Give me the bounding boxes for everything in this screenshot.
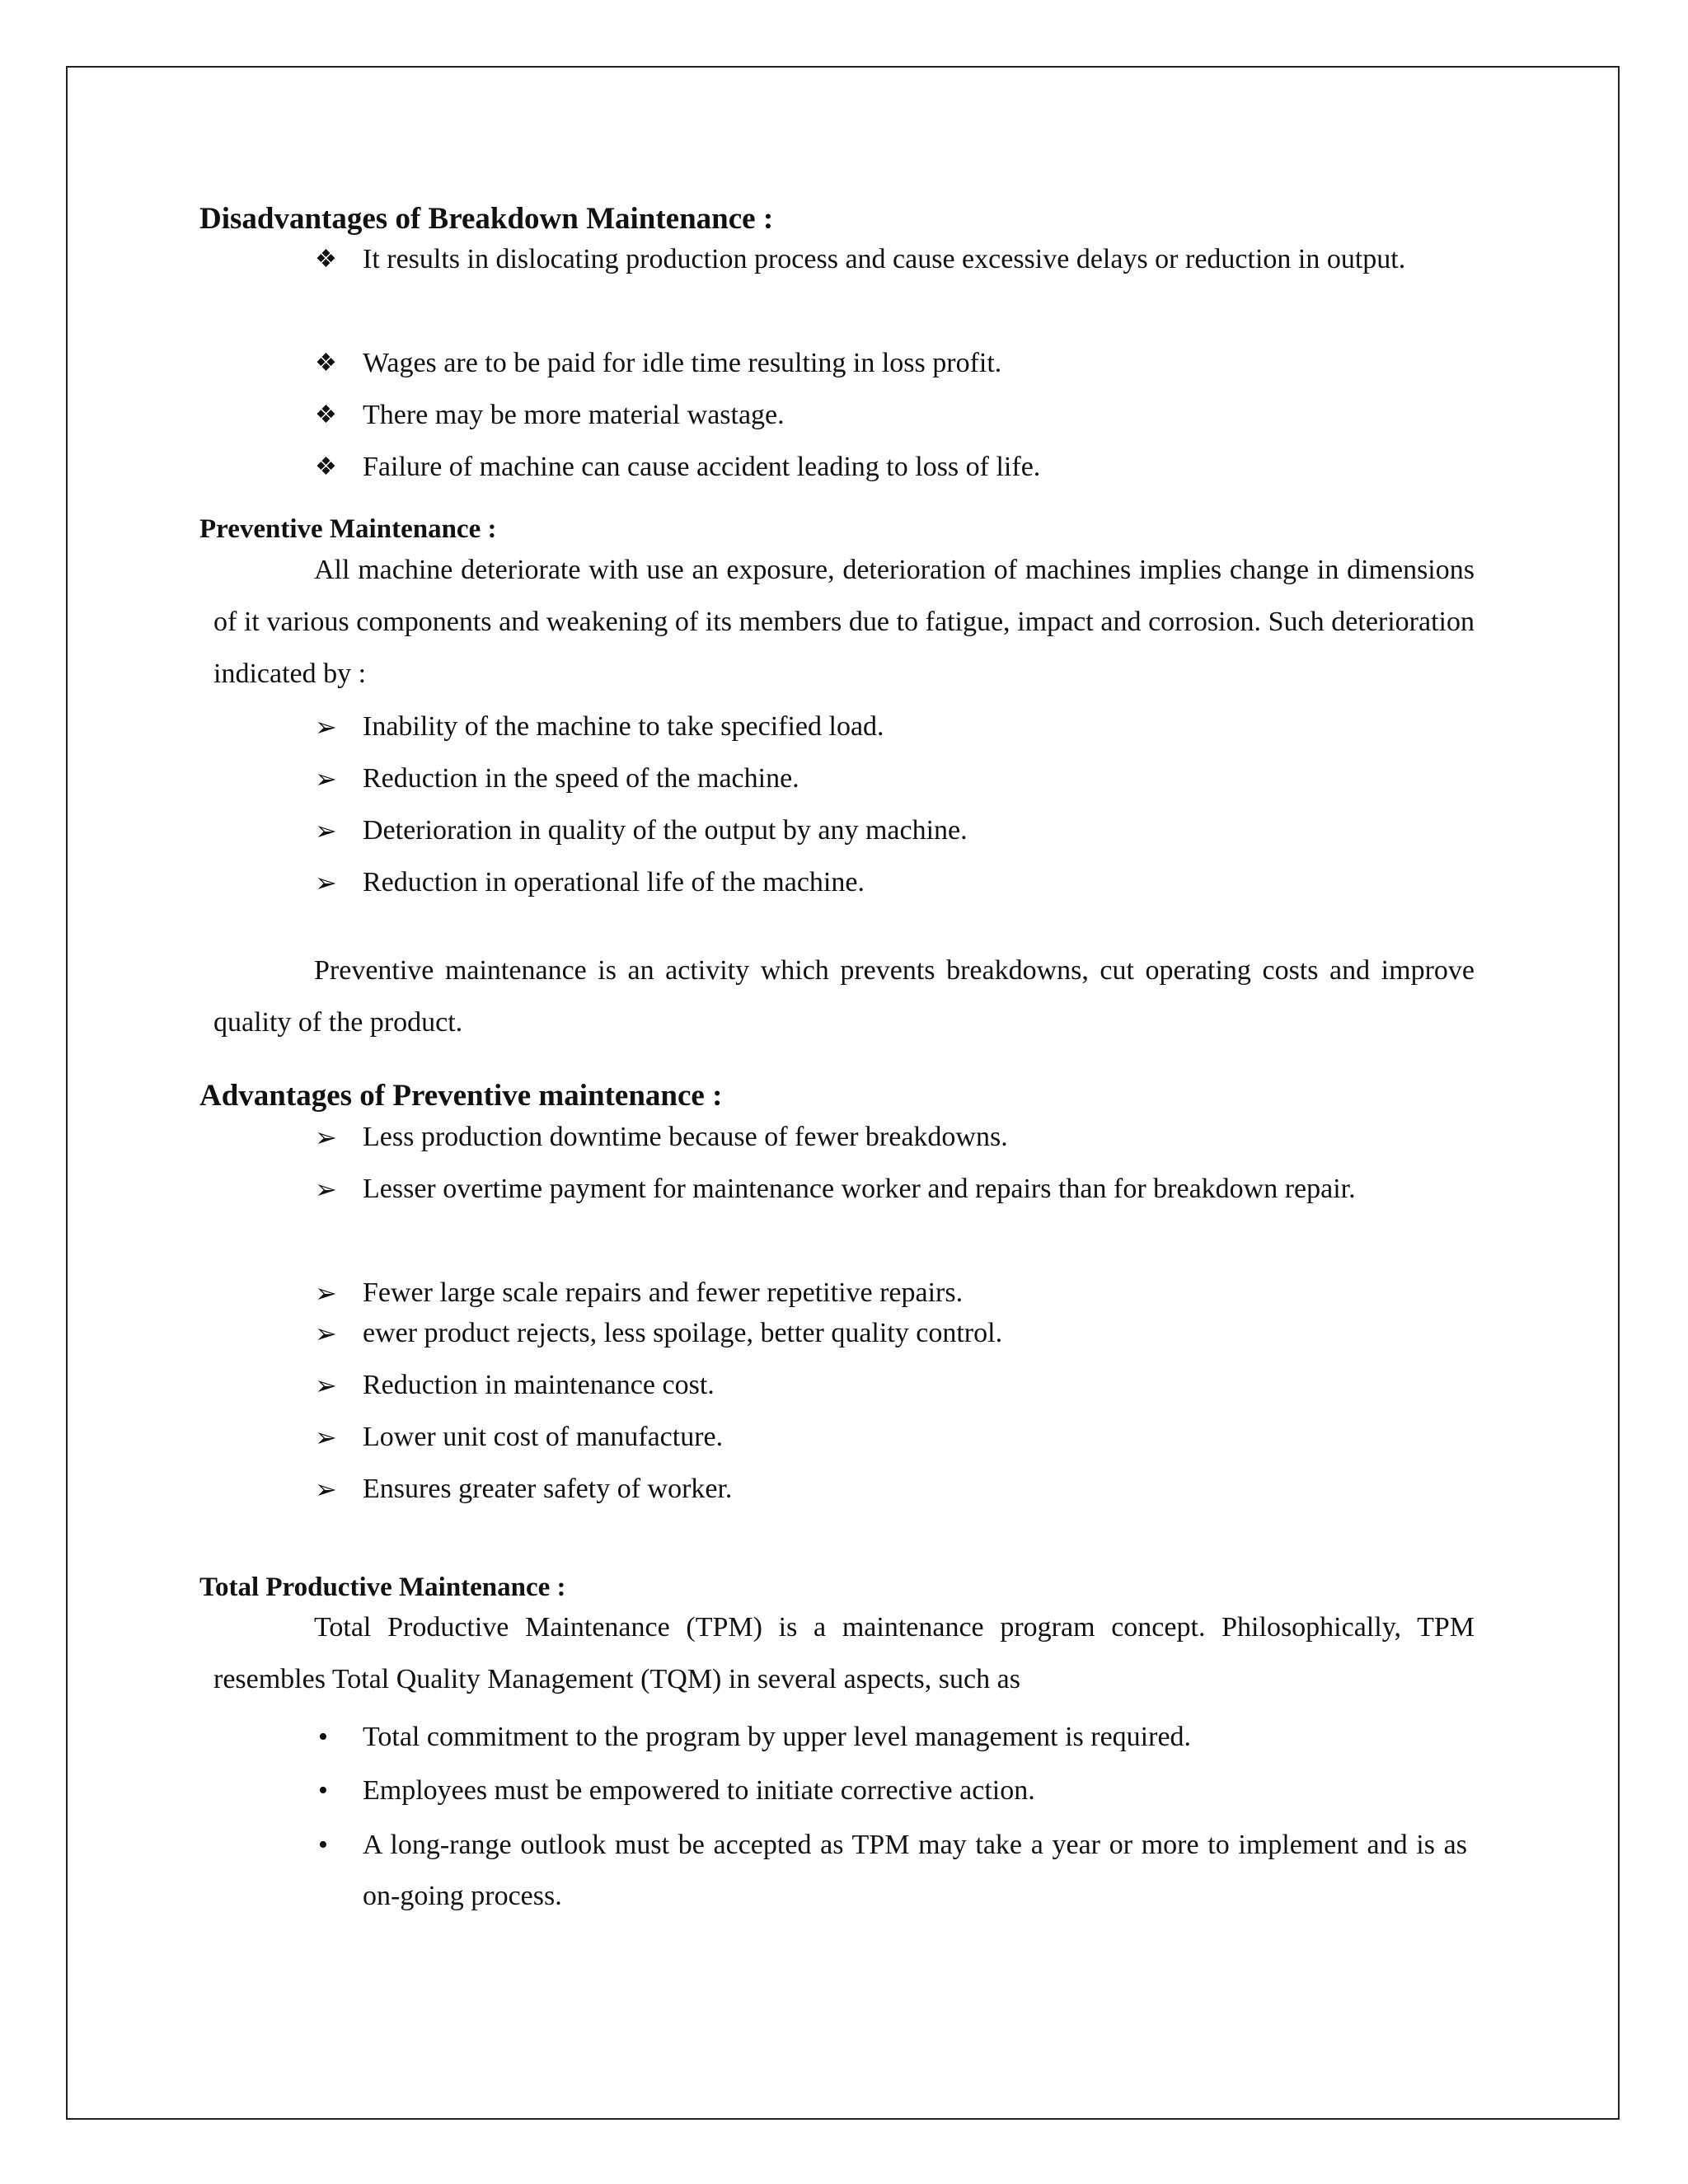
arrow-bullet-icon: ➢ [315,1422,337,1452]
list-item-text: Reduction in operational life of the machine. [363,867,865,898]
list-item-text: Total commitment to the program by upper level management is required. [363,1722,1192,1752]
arrow-bullet-icon: ➢ [315,1278,337,1308]
list-item-text: Reduction in maintenance cost. [363,1370,715,1400]
dot-bullet-icon: • [318,1775,328,1806]
diamond-bullet-icon: ❖ [315,349,337,377]
arrow-bullet-icon: ➢ [315,712,337,742]
breakdown-heading: Disadvantages of Breakdown Maintenance : [199,202,774,236]
list-item-text: Deterioration in quality of the output by any machine. [363,815,968,846]
list-item-text: Less production downtime because of fewer breakdowns. [363,1122,1008,1152]
list-item-text: Employees must be empowered to initiate corrective action. [363,1775,1035,1806]
diamond-bullet-icon: ❖ [315,246,337,273]
tpm-heading: Total Productive Maintenance : [199,1572,566,1602]
preventive-closing-paragraph: Preventive maintenance is an activity which prevents breakdowns, cut operating costs and improve quality of the product. [213,955,1475,1038]
preventive-intro-paragraph: All machine deteriorate with use an exposure, deterioration of machines implies change in dimensions of it various components and weakening of its members due to fatigue, impact and corrosion. Such deterioration indicated by : [213,555,1475,689]
list-item-text: It results in dislocating production process and cause excessive delays or reduction in output. [363,244,1406,274]
list-item-text: Inability of the machine to take specified load. [363,711,884,742]
list-item-text: ewer product rejects, less spoilage, better quality control. [363,1318,1003,1348]
diamond-bullet-icon: ❖ [315,401,337,429]
arrow-bullet-icon: ➢ [315,1371,337,1400]
diamond-bullet-icon: ❖ [315,453,337,480]
list-item-text: Wages are to be paid for idle time resulting in loss profit. [363,348,1002,378]
list-item-text: Fewer large scale repairs and fewer repetitive repairs. [363,1277,964,1308]
dot-bullet-icon: • [318,1722,328,1752]
arrow-bullet-icon: ➢ [315,1319,337,1348]
arrow-bullet-icon: ➢ [315,764,337,794]
dot-bullet-icon: • [318,1830,328,1860]
tpm-intro-paragraph: Total Productive Maintenance (TPM) is a maintenance program concept. Philosophically, TPM resembles Total Quality Management (TQM) in several aspects, such as [213,1612,1475,1694]
list-item-text: There may be more material wastage. [363,400,785,430]
arrow-bullet-icon: ➢ [315,816,337,846]
list-item-text: Failure of machine can cause accident leading to loss of life. [363,452,1041,482]
advantages-heading: Advantages of Preventive maintenance : [199,1079,723,1113]
list-item-text: Ensures greater safety of worker. [363,1474,733,1504]
arrow-bullet-icon: ➢ [315,1174,337,1204]
list-item-text: Lower unit cost of manufacture. [363,1422,724,1452]
preventive-heading: Preventive Maintenance : [199,514,497,544]
arrow-bullet-icon: ➢ [315,868,337,898]
arrow-bullet-icon: ➢ [315,1474,337,1504]
list-item-text: Reduction in the speed of the machine. [363,763,799,794]
arrow-bullet-icon: ➢ [315,1122,337,1152]
list-item-text: Lesser overtime payment for maintenance worker and repairs than for breakdown repair. [363,1174,1356,1204]
list-item-text: A long-range outlook must be accepted as TPM may take a year or more to implement and is as on-going process. [363,1830,1467,1911]
